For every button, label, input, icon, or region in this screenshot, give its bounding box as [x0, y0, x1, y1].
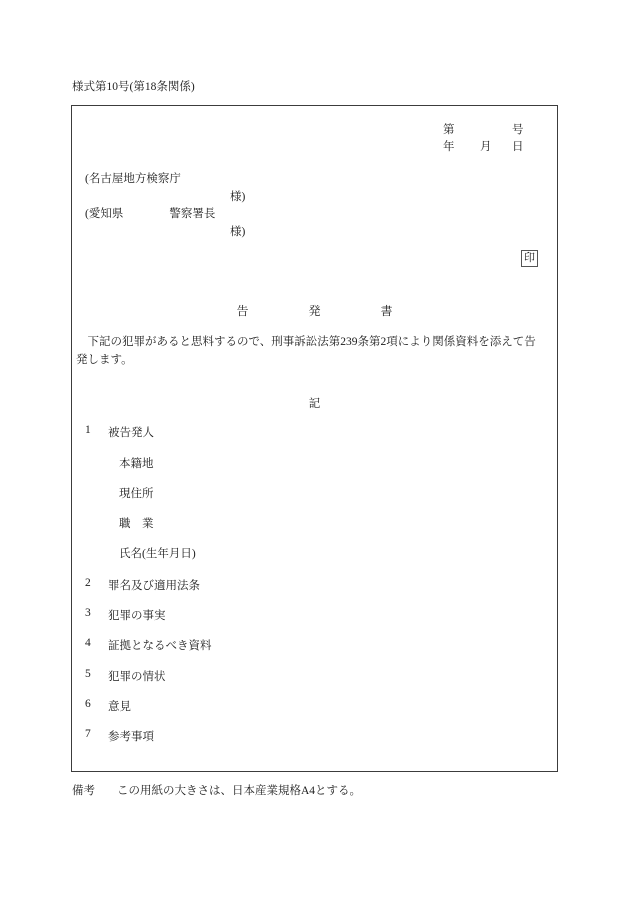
- list-item-number: 1: [85, 424, 91, 436]
- list-item-label: 犯罪の事実: [108, 610, 166, 622]
- document-title: 告 発 書: [236, 304, 393, 318]
- date-year-label: 年: [443, 141, 455, 153]
- list-item-label: 犯罪の情状: [108, 671, 166, 683]
- footer-note-text: この用紙の大きさは、日本産業規格A4とする。: [117, 785, 362, 797]
- doc-number-suffix: 号: [512, 124, 524, 136]
- list-item-label: 参考事項: [108, 731, 154, 743]
- list-item-number: 6: [85, 698, 91, 710]
- body-paragraph-line2: 発します。: [76, 354, 133, 366]
- addressee-prosecutor-office: (名古屋地方検察庁: [85, 173, 181, 185]
- section-marker: 記: [308, 398, 321, 410]
- addressee-police-honorific: 様): [230, 226, 246, 238]
- list-item-label: 罪名及び適用法条: [108, 580, 200, 592]
- footer-note: [72, 782, 361, 798]
- footer-note-label: 備考: [72, 785, 95, 797]
- list-item-number: 7: [85, 728, 91, 740]
- list-subitem-label: 氏名(生年月日): [119, 548, 196, 560]
- list-subitem-label: 本籍地: [119, 458, 154, 470]
- list-subitem-label: 現住所: [119, 488, 154, 500]
- date-day-label: 日: [512, 141, 524, 153]
- list-item-number: 2: [85, 577, 91, 589]
- list-subitem-label: 職 業: [119, 518, 154, 530]
- document-frame: [71, 105, 558, 772]
- doc-number-prefix: 第: [443, 124, 455, 136]
- list-item-number: 5: [85, 668, 91, 680]
- list-item-number: 4: [85, 637, 91, 649]
- list-item-label: 被告発人: [108, 427, 154, 439]
- list-item-number: 3: [85, 607, 91, 619]
- seal-mark: 印: [521, 250, 538, 267]
- form-number-label: 様式第10号(第18条関係): [72, 81, 195, 93]
- body-paragraph-line1: 下記の犯罪があると思料するので、刑事訴訟法第239条第2項により関係資料を添えて告: [76, 336, 536, 348]
- list-item-label: 意見: [108, 701, 131, 713]
- list-item-label: 証拠となるべき資料: [108, 640, 212, 652]
- addressee-police-chief: (愛知県 警察署長: [85, 208, 216, 220]
- date-month-label: 月: [480, 141, 492, 153]
- addressee-prosecutor-honorific: 様): [230, 191, 246, 203]
